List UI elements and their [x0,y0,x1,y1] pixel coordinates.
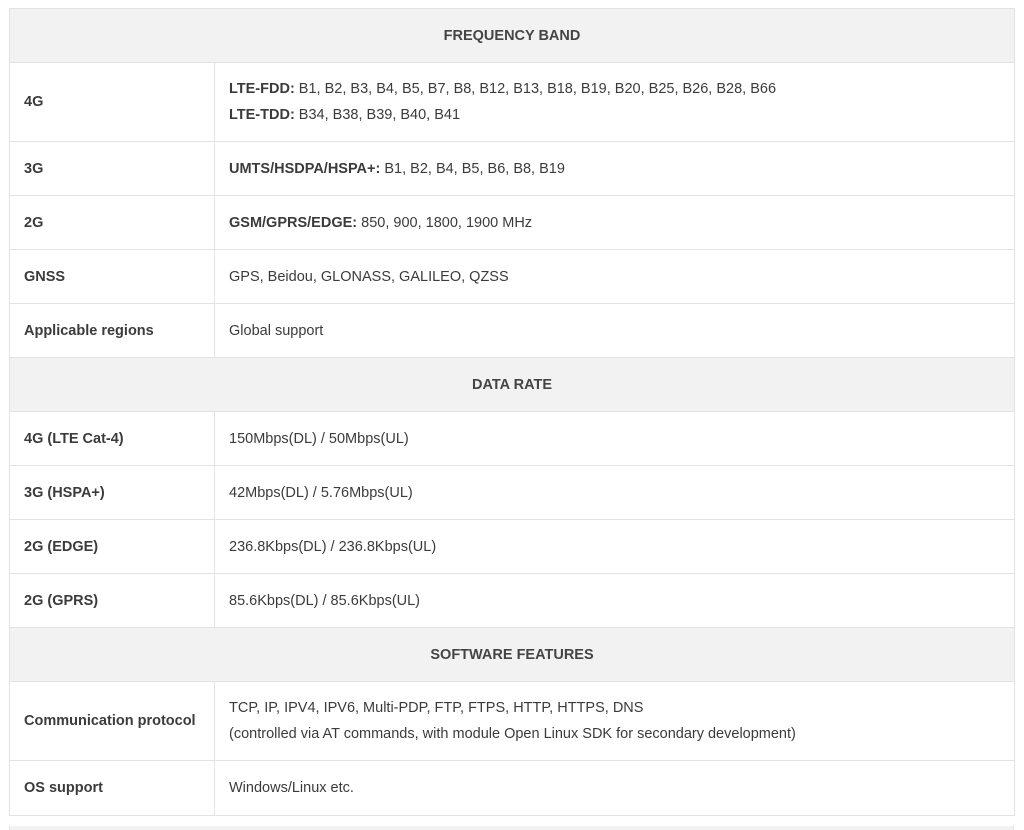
row-value: 236.8Kbps(DL) / 236.8Kbps(UL) [215,520,1015,574]
table-row-4g-lte-cat4 [10,412,1015,466]
row-key: Applicable regions [10,304,215,358]
row-key: 2G (EDGE) [10,520,215,574]
value-text: 850, 900, 1800, 1900 MHz [357,214,533,231]
value-line: TCP, IP, IPV4, IPV6, Multi-PDP, FTP, FTPS, HTTP, HTTPS, DNS [229,700,644,716]
table-row-applicable-regions [10,304,1015,358]
row-value: 150Mbps(DL) / 50Mbps(UL) [215,412,1015,466]
row-key: 4G [10,63,215,142]
row-value: 85.6Kbps(DL) / 85.6Kbps(UL) [215,574,1015,628]
row-value: 42Mbps(DL) / 5.76Mbps(UL) [215,466,1015,520]
table-row-2g-edge [10,520,1015,574]
row-value: GPS, Beidou, GLONASS, GALILEO, QZSS [215,250,1015,304]
row-key: 3G (HSPA+) [10,466,215,520]
section-header-data-rate [10,358,1015,412]
section-title: DATA RATE [10,358,1015,412]
table-row-gnss [10,250,1015,304]
section-header-software-features [10,628,1015,682]
table-row-communication-protocol [10,682,1015,761]
table-row-os-support [10,761,1015,816]
row-value [215,63,1015,142]
value-label: LTE-TDD: [229,107,295,123]
row-key: Communication protocol [10,682,215,761]
row-key: OS support [10,761,215,816]
value-text: B1, B2, B4, B5, B6, B8, B19 [380,160,565,177]
value-line [229,102,1000,128]
row-value [215,682,1015,761]
row-key: 2G (GPRS) [10,574,215,628]
row-key: 4G (LTE Cat-4) [10,412,215,466]
table-row-3g-hspa [10,466,1015,520]
spec-table-container [9,8,1014,816]
value-label: LTE-FDD: [229,81,295,97]
row-value: Windows/Linux etc. [215,761,1015,816]
section-title: SOFTWARE FEATURES [10,628,1015,682]
row-key: 3G [10,142,215,196]
table-row-4g [10,63,1015,142]
value-text: B34, B38, B39, B40, B41 [294,107,461,123]
value-line [229,76,1000,102]
row-value: Global support [215,304,1015,358]
section-title: FREQUENCY BAND [10,9,1015,63]
table-row-2g-gprs [10,574,1015,628]
row-value [215,142,1015,196]
value-label: UMTS/HSDPA/HSPA+: [229,160,381,177]
row-key: 2G [10,196,215,250]
section-header-frequency-band [10,9,1015,63]
next-section-header-edge [9,826,1014,830]
value-label: GSM/GPRS/EDGE: [229,214,358,231]
row-key: GNSS [10,250,215,304]
row-value [215,196,1015,250]
table-row-3g [10,142,1015,196]
table-row-2g [10,196,1015,250]
value-text: B1, B2, B3, B4, B5, B7, B8, B12, B13, B18, B19, B20, B25, B26, B28, B66 [294,81,777,97]
spec-table [9,8,1015,816]
value-line: (controlled via AT commands, with module Open Linux SDK for secondary development) [229,726,796,742]
